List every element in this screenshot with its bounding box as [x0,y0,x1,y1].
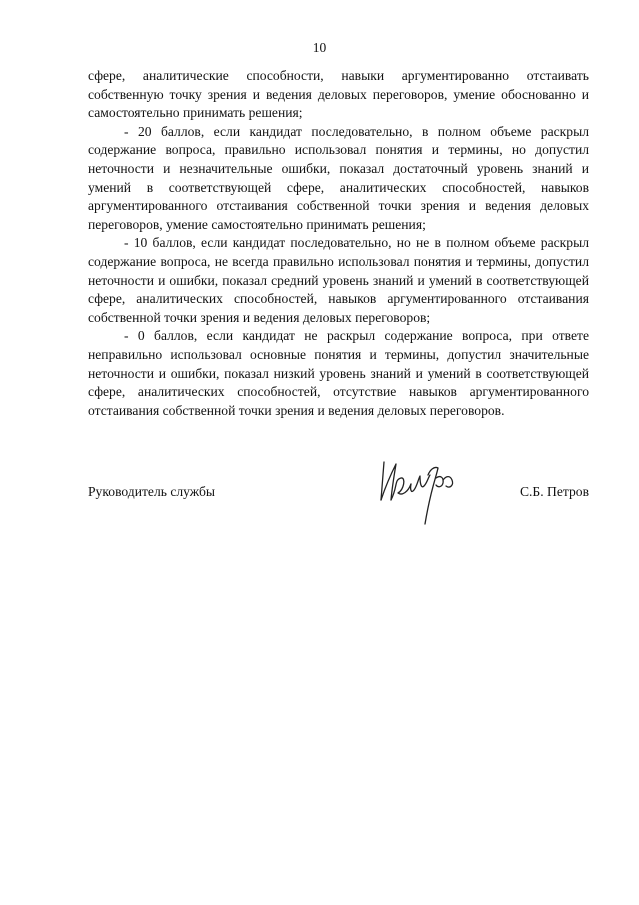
signer-name: С.Б. Петров [519,484,589,499]
signature-block [88,484,589,544]
page-number: 10 [312,40,327,55]
paragraph-continuation: сфере, аналитические способности, навыки аргументированно отстаивать собственную точку зрения и ведения деловых переговоров, умение обоснованно и самостоятельно принимать решения; [88,68,589,121]
paragraph-score-20: - 20 баллов, если кандидат последовательно, в полном объеме раскрыл содержание вопроса, правильно использовал понятия и термины, но допустил неточности и незначительные ошибки, показал достаточный уровень знаний и умений в соответствующей сфере, аналитических способностей, навыков аргументированного отстаивания собственной точки зрения и ведения деловых переговоров, умение самостоятельно принимать решения; [88,123,589,232]
signer-role: Руководитель службы [88,484,216,499]
paragraph-score-10: - 10 баллов, если кандидат последовательно, но не в полном объеме раскрыл содержание вопроса, не всегда правильно использовал понятия и термины, допустил неточности и ошибки, показал средний уровень знаний и умений в соответствующей сфере, аналитических способностей, навыков аргументированного отстаивания собственной точки зрения и ведения деловых переговоров; [88,235,589,325]
handwritten-signature [376,456,462,526]
document-body [88,67,589,420]
paragraph-score-0: - 0 баллов, если кандидат не раскрыл содержание вопроса, при ответе неправильно использовал основные понятия и термины, допустил значительные неточности и ошибки, показал низкий уровень знаний и умений в соответствующей сфере, аналитических способностей, отсутствие навыков аргументированного отстаивания собственной точки зрения и ведения деловых переговоров. [88,328,589,418]
